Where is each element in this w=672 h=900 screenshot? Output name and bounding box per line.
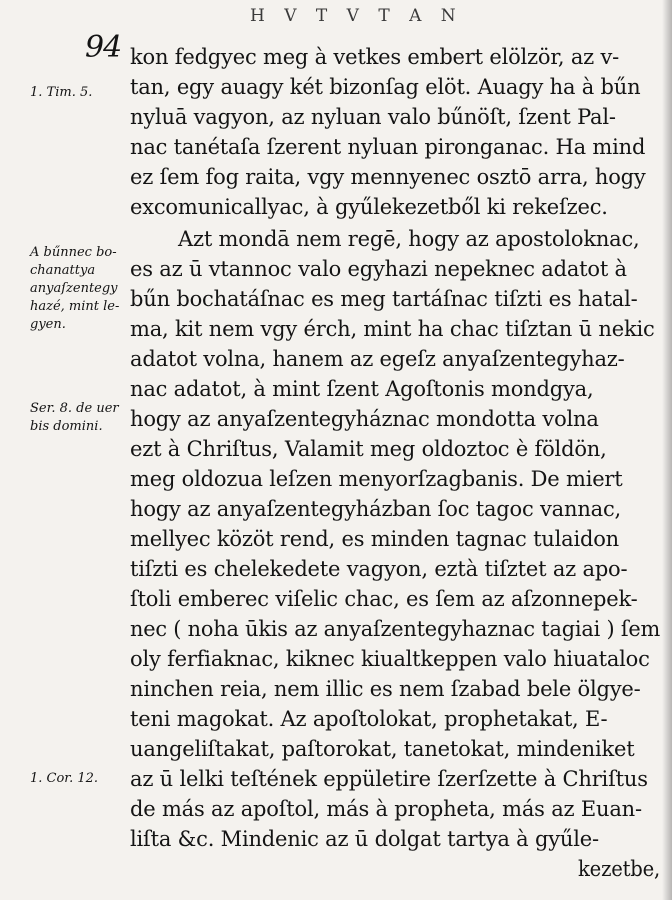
text-line: de más az apoſtol, más à propheta, más az Euan- (130, 797, 642, 821)
text-line: tan, egy auagy két bizonſag elöt. Auagy ha à bűn (130, 75, 641, 99)
page-edge-shadow (662, 0, 672, 900)
running-head: H V T V T A N (250, 6, 463, 26)
text-line: kon fedgyec meg à vetkes embert elölzör, az v- (130, 45, 620, 69)
margin-note-line: A bűnnec bo- (30, 245, 117, 260)
margin-note-line: chanattya (30, 263, 96, 278)
text-line: oly ferfiaknac, kiknec kiualtkeppen valo hiuataloc (130, 647, 650, 671)
text-line: ſtoli emberec viſelic chac, es ſem az aſzonnepek- (130, 587, 638, 611)
margin-note-sermon (30, 400, 128, 436)
margin-note-line: gyen. (30, 317, 66, 332)
margin-note-forgiveness (30, 244, 128, 334)
text-line: adatot volna, hanem az egeſz anyaſzentegyhaz- (130, 347, 625, 371)
text-line: ez ſem fog raita, vgy mennyenec osztō arra, hogy (130, 165, 646, 189)
text-line: nac tanétaſa ſzerent nyluan pironganac. Ha mind (130, 135, 646, 159)
text-line: bűn bochatáſnac es meg tartáſnac tiſzti es hatal- (130, 287, 638, 311)
margin-note-line: anyaſzentegy (30, 281, 118, 296)
text-line: ezt à Chriſtus, Valamit meg oldoztoc è földön, (130, 437, 607, 461)
margin-note-line: bis domini. (30, 419, 103, 434)
text-line: hogy az anyaſzentegyháznac mondotta volna (130, 407, 599, 431)
text-line: hogy az anyaſzentegyházban ſoc tagoc vannac, (130, 497, 621, 521)
page-number: 94 (85, 30, 122, 65)
margin-note-line: Ser. 8. de uer (30, 401, 119, 416)
text-line: ma, kit nem vgy érch, mint ha chac tiſztan ū nekic (130, 317, 655, 341)
text-line: mellyec közöt rend, es minden tagnac tulaidon (130, 527, 619, 551)
text-line: liſta &c. Mindenic az ū dolgat tartya à gyűle- (130, 827, 599, 851)
text-line: nyluā vagyon, az nyluan valo bűnöſt, ſzent Pal- (130, 105, 616, 129)
text-line: excomunicallyac, à gyűlekezetből ki rekeſzec. (130, 195, 608, 219)
margin-note-tim (30, 84, 128, 102)
text-line: tiſzti es chelekedete vagyon, eztà tiſztet az apo- (130, 557, 628, 581)
text-line: es az ū vtannoc valo egyhazi nepeknec adatot à (130, 257, 627, 281)
text-line: nec ( noha ūkis az anyaſzentegyhaznac tagiai ) ſem (130, 617, 661, 641)
text-line: nac adatot, à mint ſzent Agoſtonis mondgya, (130, 377, 594, 401)
margin-note-line: 1. Tim. 5. (30, 85, 93, 100)
paragraph-start-line: Azt mondā nem regē, hogy az apostoloknac, (178, 227, 640, 251)
text-line: teni magokat. Az apoſtolokat, prophetakat, E- (130, 707, 608, 731)
text-line: az ū lelki teſtének eppületire ſzerſzette à Chriſtus (130, 767, 648, 791)
text-line: uangeliſtakat, paſtorokat, tanetokat, mindeniket (130, 737, 635, 761)
margin-note-line: 1. Cor. 12. (30, 771, 99, 786)
text-line: meg oldozua leſzen menyorſzagbanis. De miert (130, 467, 623, 491)
margin-note-cor (30, 770, 128, 788)
margin-note-line: hazé, mint le- (30, 299, 120, 314)
catchword-line: kezetbe, (578, 857, 661, 881)
text-line: ninchen reia, nem illic es nem ſzabad bele ölgye- (130, 677, 641, 701)
